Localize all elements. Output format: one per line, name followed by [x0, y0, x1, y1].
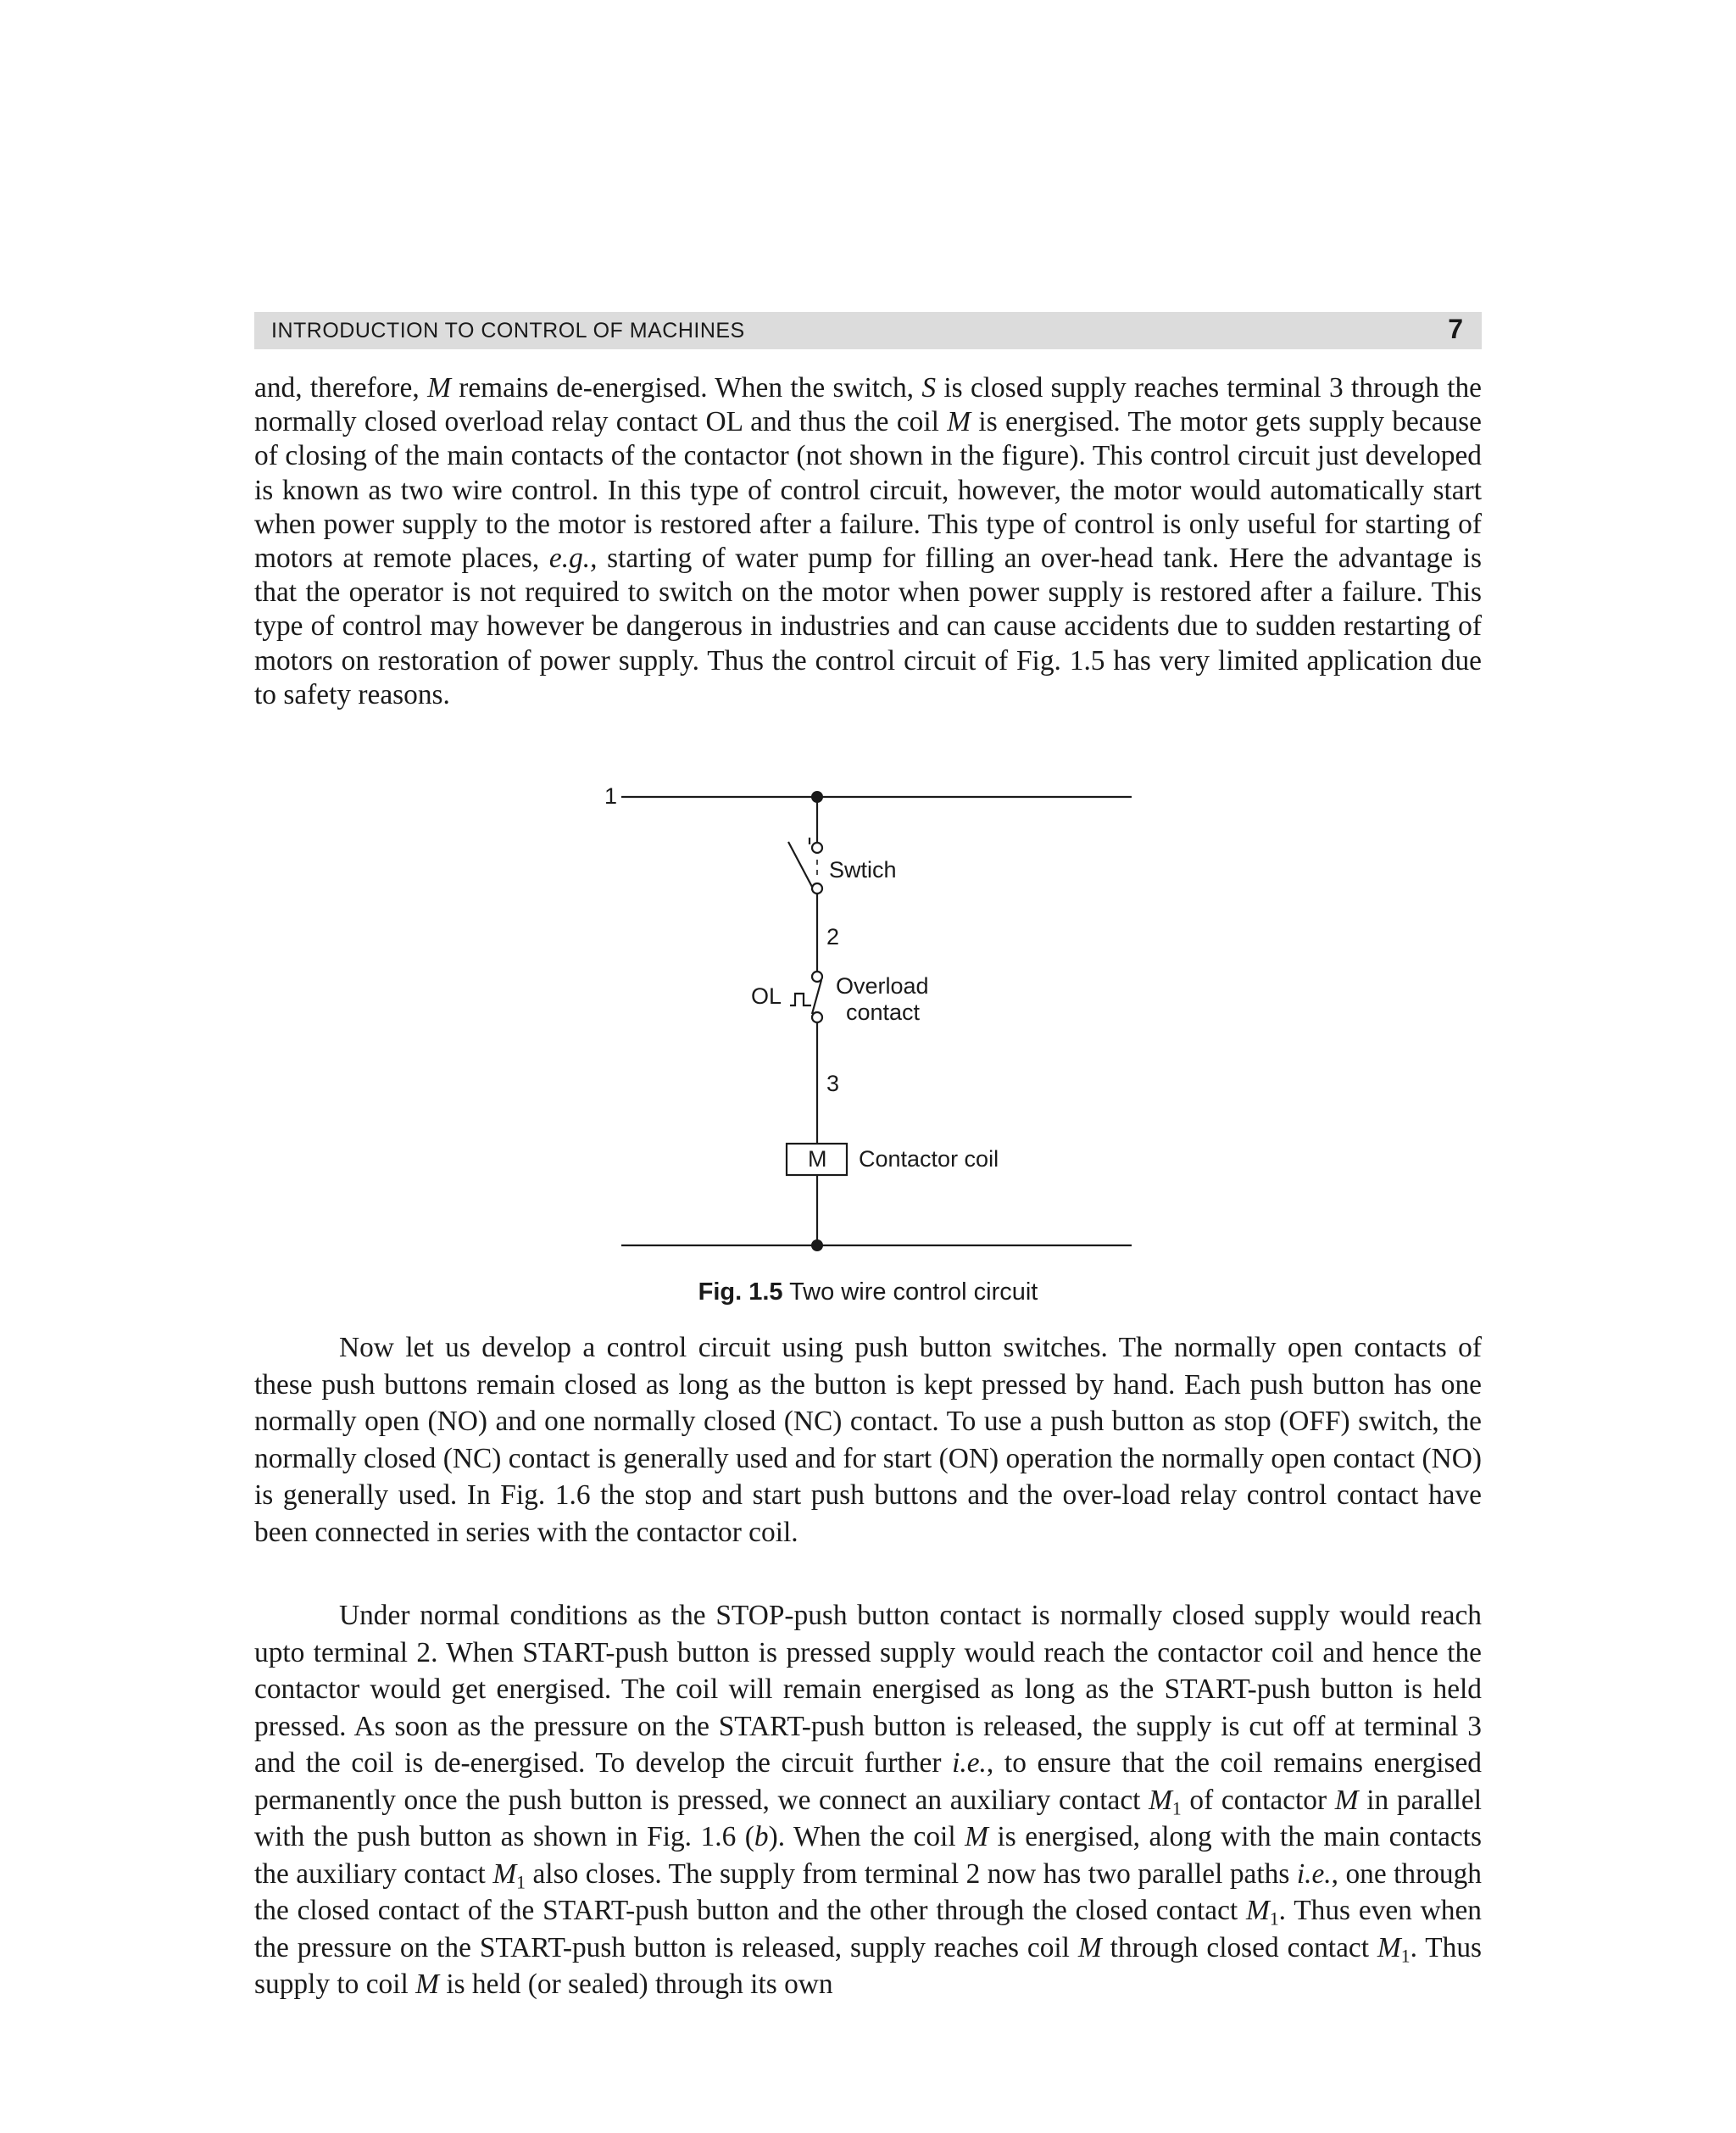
contactor-coil-label: Contactor coil: [859, 1146, 999, 1172]
switch-lower-terminal: [812, 883, 822, 894]
overload-label-line1: Overload: [836, 973, 929, 999]
top-junction-dot: [811, 791, 823, 803]
page-number: 7: [1448, 314, 1463, 344]
coil-symbol-label: M: [808, 1146, 827, 1172]
caption-number: Fig. 1.5: [698, 1278, 783, 1306]
switch-blade: [788, 842, 812, 887]
switch-upper-terminal: [812, 843, 822, 853]
terminal-1-label: 1: [604, 783, 618, 809]
ol-lower-terminal: [812, 1012, 822, 1022]
caption-text: Two wire control circuit: [782, 1278, 1038, 1306]
switch-label: Swtich: [829, 857, 897, 883]
running-header-title: INTRODUCTION TO CONTROL OF MACHINES: [271, 319, 745, 343]
bottom-junction-dot: [811, 1239, 823, 1251]
paragraph-push-button-circuit: Now let us develop a control circuit using push button switches. The normally open contacts of these push buttons remain closed as long as the button is kept pressed by hand. Each push button has one normally open (NO) and one normally closed (NC) contact. To use a push button as stop (OFF) switch, the normally closed (NC) contact is generally used and for start (ON) operation the normally open contact (NO) is generally used. In Fig. 1.6 the stop and start push buttons and the over-load relay control contact have been connected in series with the contactor coil.: [254, 1332, 1482, 1548]
ol-thermal-symbol: [790, 994, 811, 1005]
paragraph-two-wire-control: and, therefore, M remains de-energised. When the switch, S is closed supply reaches terminal 3 through the normally closed overload relay contact OL and thus the coil M is energised. The motor gets supply because of closing of the main contacts of the contactor (not shown in the figure). This control circuit just developed is known as two wire control. In this type of control circuit, however, the motor would automatically start when power supply to the motor is restored after a failure. This type of control is only useful for starting of motors at remote places, e.g., starting of water pump for filling an over-head tank. Here the advantage is that the operator is not required to switch on the motor when power supply is restored after a failure. This type of control may however be dangerous in industries and can cause accidents due to sudden restarting of motors on restoration of power supply. Thus the control circuit of Fig. 1.5 has very limited application due to safety reasons.: [254, 372, 1483, 710]
ol-label: OL: [751, 983, 782, 1009]
terminal-2-label: 2: [826, 924, 840, 950]
paragraph-normal-conditions: Under normal conditions as the STOP-push button contact is normally closed supply would reach upto terminal 2. When START-push button is pressed supply would reach the contactor coil and hence the contactor would get energised. The coil will remain energised as long as the START-push button is held pressed. As soon as the pressure on the START-push button is released, the supply is cut off at terminal 3 and the coil is de-energised. To develop the circuit further i.e., to ensure that the coil remains energised permanently once the push button is pressed, we connect an auxiliary contact $M_1$ of contactor M in parallel with the push button as shown in Fig. 1.6 (b). When the coil M is energised, along with the main contacts the auxiliary contact $M_1$ also closes. The supply from terminal 2 now has two parallel paths i.e., one through the closed contact of the START-push button and the other through the closed contact $M_1$. Thus even when the pressure on the START-push button is released, supply reaches coil M through closed contact $M_1$. Thus supply to coil M is held (or sealed) through its own: [254, 1600, 1483, 2000]
ol-contact-bar: [812, 980, 821, 1014]
terminal-3-label: 3: [826, 1071, 840, 1096]
overload-label-line2: contact: [846, 1000, 921, 1025]
figure-caption: [0, 1278, 1736, 1306]
